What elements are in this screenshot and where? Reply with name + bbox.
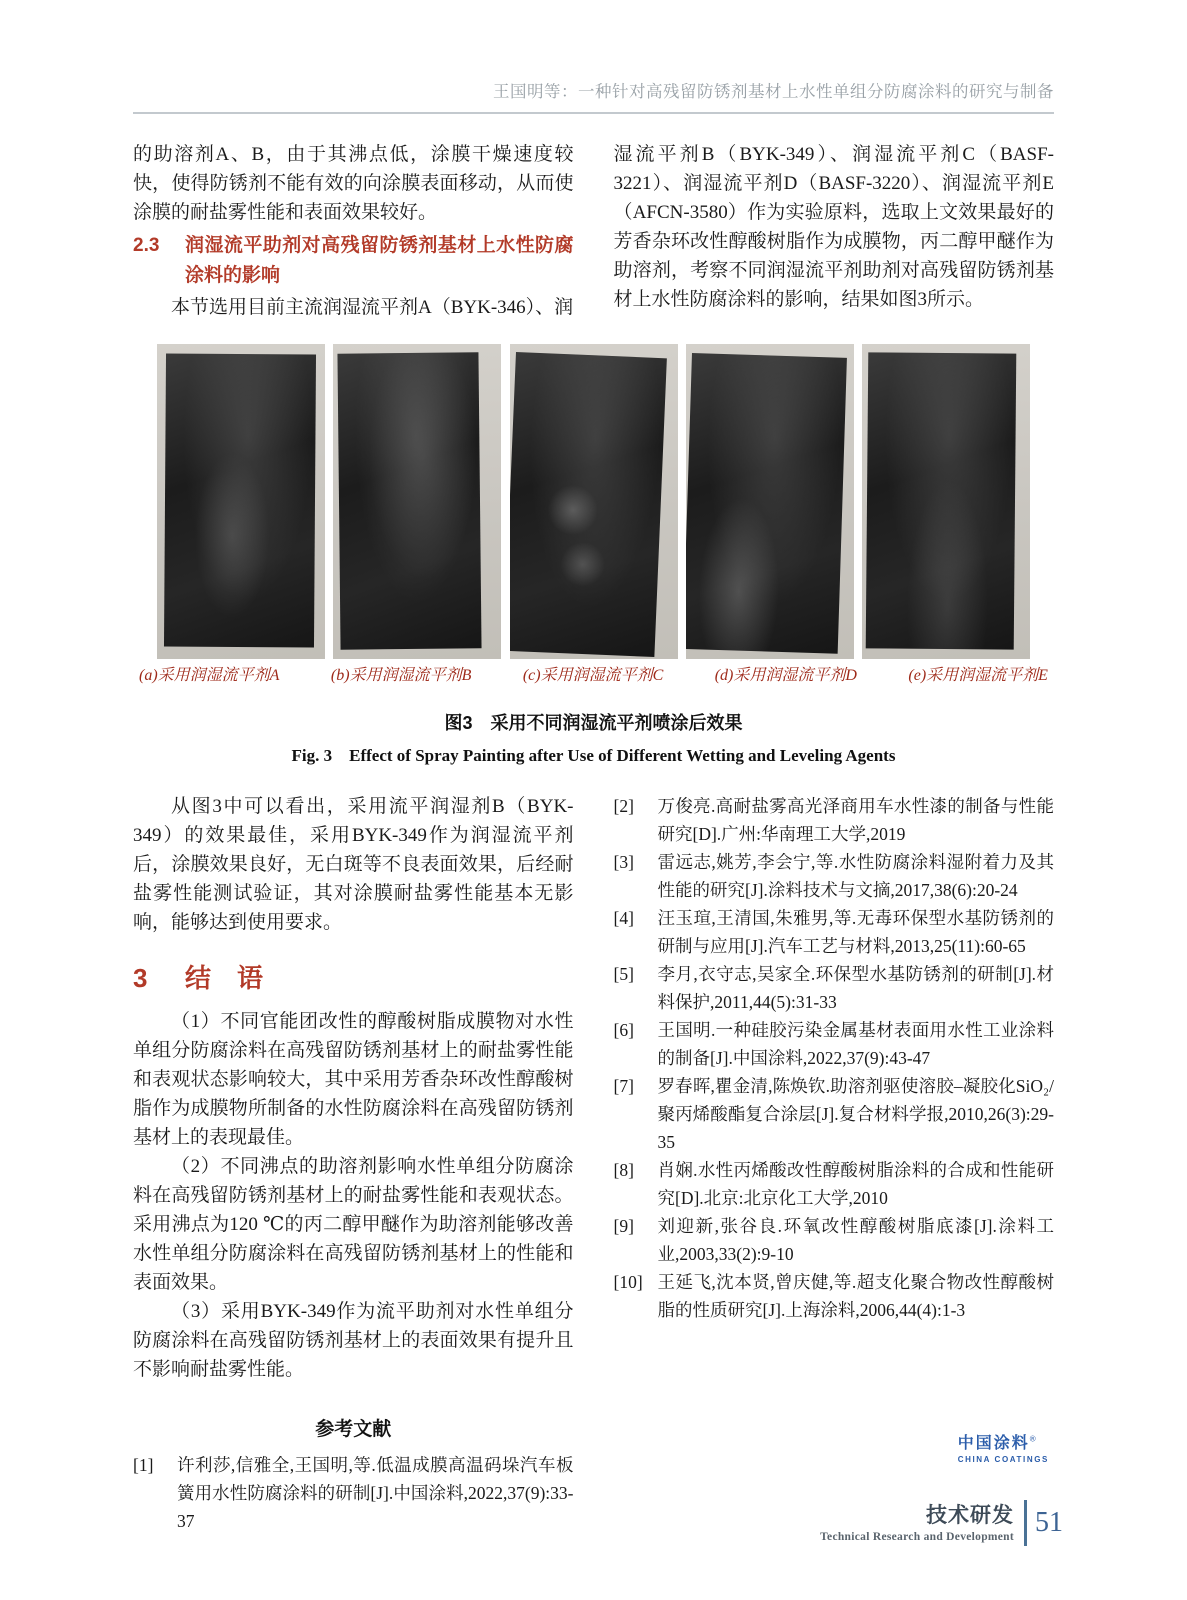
reference-item <box>614 848 1055 904</box>
section-title: 结 语 <box>185 963 264 993</box>
conclusion-paragraph-1: （1）不同官能团改性的醇酸树脂成膜物对水性单组分防腐涂料在高残留防锈剂基材上的耐盐雾性能和表观状态影响较大，其中采用芳香杂环改性醇酸树脂作为成膜物所制备的水性防腐涂料在高残留防锈剂基材上的表现最佳。 <box>133 1011 574 1148</box>
coated-panel-photo-e <box>862 344 1030 659</box>
column-name-en: Technical Research and Development <box>820 1530 1014 1543</box>
reference-item <box>614 960 1055 1016</box>
coated-panel-photo-b <box>333 344 501 659</box>
figure-caption-cn: 图3 采用不同润湿流平剂喷涂后效果 <box>444 713 743 733</box>
references-heading: 参考文献 <box>315 1419 392 1440</box>
reference-item <box>614 792 1055 848</box>
reference-number: [10] <box>613 1272 643 1292</box>
panel-caption-c: (c)采用润湿流平剂C <box>522 667 664 684</box>
coated-panel-c <box>510 352 668 657</box>
reference-item <box>614 1072 1055 1156</box>
panel-caption-d: (d)采用润湿流平剂D <box>714 667 857 684</box>
reference-text: 汪玉瑄,王清国,朱雅男,等.无毒环保型水基防锈剂的研制与应用[J].汽车工艺与材料,2013,25(11):60-65 <box>657 908 1054 956</box>
section-title: 润湿流平助剂对高残留防锈剂基材上水性防腐涂料的影响 <box>185 235 574 286</box>
page-number: 51 <box>1035 1507 1063 1538</box>
body-paragraph-continuation: 湿流平剂B（BYK-349）、润湿流平剂C（BASF-3221）、润湿流平剂D（BASF-3220）、润湿流平剂E（AFCN-3580）作为实验原料，选取上文效果最好的芳香杂环改性醇酸树脂作为成膜物，丙二醇甲醚作为助溶剂，考察不同润湿流平剂助剂对高残留防锈剂基材上水性防腐涂料的影响，结果如图3所示。 <box>613 144 1054 310</box>
reference-item <box>614 1156 1055 1212</box>
coated-panel-a <box>164 354 316 648</box>
coated-panel-b <box>338 353 482 651</box>
reference-item <box>133 1451 574 1535</box>
reference-number: [7] <box>613 1076 634 1096</box>
coated-panel-photo-d <box>686 344 854 659</box>
conclusion-paragraph-3: （3）采用BYK-349作为流平助剂对水性单组分防腐涂料在高残留防锈剂基材上的表面效果有提升且不影响耐盐雾性能。 <box>133 1301 574 1380</box>
bottom-right-column <box>614 792 1055 1535</box>
top-left-column <box>133 140 574 322</box>
reference-text: 万俊亮.高耐盐雾高光泽商用车水性漆的制备与性能研究[D].广州:华南理工大学,2019 <box>657 796 1054 844</box>
reference-text: 刘迎新,张谷良.环氧改性醇酸树脂底漆[J].涂料工业,2003,33(2):9-10 <box>657 1216 1054 1264</box>
body-paragraph-intro: 本节选用目前主流润湿流平剂A（BYK-346）、润 <box>171 297 574 318</box>
section-heading-3 <box>133 961 574 995</box>
top-right-column <box>614 140 1055 322</box>
reference-number: [2] <box>613 796 634 816</box>
reference-item <box>614 1268 1055 1324</box>
page-footer-badge <box>820 1500 1063 1546</box>
coated-panel-photo-c <box>510 344 678 659</box>
bottom-left-column <box>133 792 574 1535</box>
reference-number: [6] <box>613 1020 634 1040</box>
section-number: 2.3 <box>133 235 160 256</box>
china-coatings-logo <box>958 1430 1049 1464</box>
reference-item <box>614 1016 1055 1072</box>
panel-caption-a: (a)采用润湿流平剂A <box>139 667 280 684</box>
coated-panel-e <box>866 353 1016 650</box>
top-columns <box>133 140 1054 322</box>
reference-item <box>614 904 1055 960</box>
reference-number: [4] <box>613 908 634 928</box>
logo-cn-text: 中国涂料 <box>957 1435 1030 1452</box>
logo-en-text: CHINA COATINGS <box>957 1455 1049 1464</box>
reference-number: [9] <box>613 1216 634 1236</box>
reference-number: [8] <box>613 1160 634 1180</box>
column-name <box>820 1504 1014 1543</box>
panel-caption-b: (b)采用润湿流平剂B <box>330 667 472 684</box>
section-number: 3 <box>133 963 148 993</box>
reference-number: [1] <box>133 1455 154 1475</box>
reference-text: 罗春晖,瞿金清,陈焕钦.助溶剂驱使溶胶–凝胶化SiO₂/聚丙烯酸酯复合涂层[J].复合材料学报,2010,26(3):29-35 <box>657 1076 1054 1152</box>
reference-text: 王国明.一种硅胶污染金属基材表面用水性工业涂料的制备[J].中国涂料,2022,37(9):43-47 <box>657 1020 1054 1068</box>
registered-mark-icon: ® <box>1029 1434 1036 1444</box>
bottom-columns <box>133 792 1054 1535</box>
coated-panel-photo-a <box>157 344 325 659</box>
reference-text: 许利莎,信雅全,王国明,等.低温成膜高温码垛汽车板簧用水性防腐涂料的研制[J].中国涂料,2022,37(9):33-37 <box>177 1455 574 1531</box>
section-heading-2-3 <box>133 231 574 291</box>
reference-list-right <box>614 792 1055 1324</box>
badge-divider-bar <box>1024 1500 1027 1546</box>
panel-caption-row <box>133 665 1054 687</box>
discussion-paragraph: 从图3中可以看出，采用流平润湿剂B（BYK-349）的效果最佳，采用BYK-349作为润湿流平剂后，涂膜效果良好，无白斑等不良表面效果，后经耐盐雾性能测试验证，其对涂膜耐盐雾性能基本无影响，能够达到使用要求。 <box>133 796 574 933</box>
conclusion-paragraph-2: （2）不同沸点的助溶剂影响水性单组分防腐涂料在高残留防锈剂基材上的耐盐雾性能和表观状态。采用沸点为120 ℃的丙二醇甲醚作为助溶剂能够改善水性单组分防腐涂料在高残留防锈剂基材上的性能和表面效果。 <box>133 1156 574 1293</box>
body-paragraph-continuation: 的助溶剂A、B，由于其沸点低，涂膜干燥速度较快，使得防锈剂不能有效的向涂膜表面移动，从而使涂膜的耐盐雾性能和表面效果较好。 <box>133 144 574 223</box>
figure-3 <box>133 344 1054 766</box>
reference-text: 王延飞,沈本贤,曾庆健,等.超支化聚合物改性醇酸树脂的性质研究[J].上海涂料,2006,44(4):1-3 <box>657 1272 1054 1320</box>
panel-photo-row <box>133 344 1054 659</box>
reference-number: [3] <box>613 852 634 872</box>
header-rule <box>133 112 1054 114</box>
reference-text: 李月,衣守志,吴家全.环保型水基防锈剂的研制[J].材料保护,2011,44(5):31-33 <box>657 964 1054 1012</box>
figure-caption-en: Fig. 3 Effect of Spray Painting after Use of Different Wetting and Leveling Agents <box>291 746 896 765</box>
reference-number: [5] <box>613 964 634 984</box>
coated-panel-d <box>686 353 847 654</box>
reference-text: 肖娴.水性丙烯酸改性醇酸树脂涂料的合成和性能研究[D].北京:北京化工大学,2010 <box>657 1160 1054 1208</box>
reference-list-left <box>133 1451 574 1535</box>
running-head-title: 王国明等：一种针对高残留防锈剂基材上水性单组分防腐涂料的研究与制备 <box>493 83 1054 101</box>
column-name-cn: 技术研发 <box>926 1503 1014 1527</box>
reference-text: 雷远志,姚芳,李会宁,等.水性防腐涂料湿附着力及其性能的研究[J].涂料技术与文摘,2017,38(6):20-24 <box>657 852 1054 900</box>
reference-item <box>614 1212 1055 1268</box>
panel-caption-e: (e)采用润湿流平剂E <box>908 667 1048 684</box>
